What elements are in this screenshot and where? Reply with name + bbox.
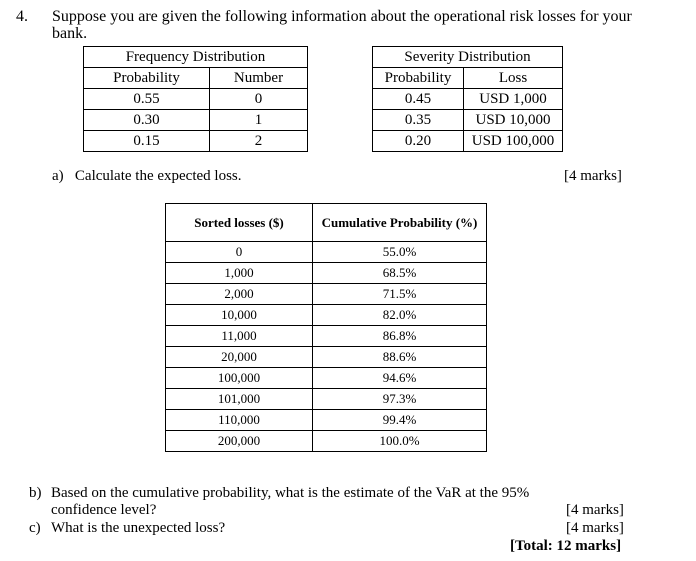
table-row [166, 347, 487, 368]
sorted-loss-cell: 0 [166, 242, 313, 263]
sorted-loss-cell: 11,000 [166, 326, 313, 347]
question-text: Suppose you are given the following information about the operational risk losses for your bank. [52, 8, 632, 42]
table-cell: 0 [210, 89, 308, 110]
cumulative-probability-cell: 82.0% [313, 305, 487, 326]
sorted-loss-cell: 20,000 [166, 347, 313, 368]
part-c-label: c) [29, 520, 41, 536]
table-row [84, 110, 308, 131]
table-row [166, 431, 487, 452]
sorted-loss-cell: 101,000 [166, 389, 313, 410]
cumulative-probability-cell: 94.6% [313, 368, 487, 389]
table-cell: 0.35 [373, 110, 464, 131]
part-c-text: What is the unexpected loss? [51, 520, 226, 536]
frequency-table-title: Frequency Distribution [84, 47, 308, 68]
cumulative-probability-cell: 99.4% [313, 410, 487, 431]
sorted-header-losses: Sorted losses ($) [166, 204, 313, 242]
cumulative-probability-cell: 71.5% [313, 284, 487, 305]
table-row [373, 110, 563, 131]
table-cell: 0.45 [373, 89, 464, 110]
sorted-loss-cell: 1,000 [166, 263, 313, 284]
table-cell: USD 100,000 [464, 131, 563, 152]
table-cell: 0.15 [84, 131, 210, 152]
part-b-marks: [4 marks] [566, 502, 624, 518]
severity-table-title: Severity Distribution [373, 47, 563, 68]
table-row [166, 305, 487, 326]
question-number: 4. [16, 8, 28, 25]
table-cell: 0.55 [84, 89, 210, 110]
sorted-header-cumulative: Cumulative Probability (%) [313, 204, 487, 242]
frequency-header-probability: Probability [84, 68, 210, 89]
table-row [166, 326, 487, 347]
part-a-text: Calculate the expected loss. [74, 168, 242, 184]
cumulative-probability-cell: 97.3% [313, 389, 487, 410]
part-b-text-line1: Based on the cumulative probability, what is the estimate of the VaR at the 95% [51, 485, 530, 501]
table-cell: 2 [210, 131, 308, 152]
cumulative-probability-cell: 86.8% [313, 326, 487, 347]
part-b-question [29, 485, 529, 519]
sorted-loss-cell: 110,000 [166, 410, 313, 431]
table-cell: USD 1,000 [464, 89, 563, 110]
cumulative-probability-cell: 88.6% [313, 347, 487, 368]
table-row [84, 131, 308, 152]
table-row [373, 89, 563, 110]
cumulative-probability-cell: 100.0% [313, 431, 487, 452]
part-c-marks: [4 marks] [566, 520, 624, 536]
part-c-question [29, 520, 225, 537]
part-b-text-line2: confidence level? [51, 502, 157, 518]
frequency-distribution-table [83, 46, 308, 152]
part-a-label: a) [52, 168, 64, 184]
cumulative-probability-cell: 55.0% [313, 242, 487, 263]
severity-header-loss: Loss [464, 68, 563, 89]
sorted-loss-cell: 10,000 [166, 305, 313, 326]
severity-distribution-table [372, 46, 563, 152]
table-cell: 0.30 [84, 110, 210, 131]
frequency-header-number: Number [210, 68, 308, 89]
part-b-label: b) [29, 485, 42, 501]
table-cell: 0.20 [373, 131, 464, 152]
table-row [373, 131, 563, 152]
table-row [166, 284, 487, 305]
table-row [166, 410, 487, 431]
table-row [84, 89, 308, 110]
sorted-loss-cell: 2,000 [166, 284, 313, 305]
table-cell: USD 10,000 [464, 110, 563, 131]
cumulative-probability-cell: 68.5% [313, 263, 487, 284]
sorted-loss-cell: 200,000 [166, 431, 313, 452]
total-marks: [Total: 12 marks] [510, 538, 622, 554]
sorted-losses-table [165, 203, 487, 452]
table-cell: 1 [210, 110, 308, 131]
table-row [166, 242, 487, 263]
part-a-question [52, 168, 242, 185]
severity-header-probability: Probability [373, 68, 464, 89]
table-row [166, 263, 487, 284]
sorted-loss-cell: 100,000 [166, 368, 313, 389]
table-row [166, 389, 487, 410]
table-row [166, 368, 487, 389]
part-a-marks: [4 marks] [564, 168, 622, 184]
